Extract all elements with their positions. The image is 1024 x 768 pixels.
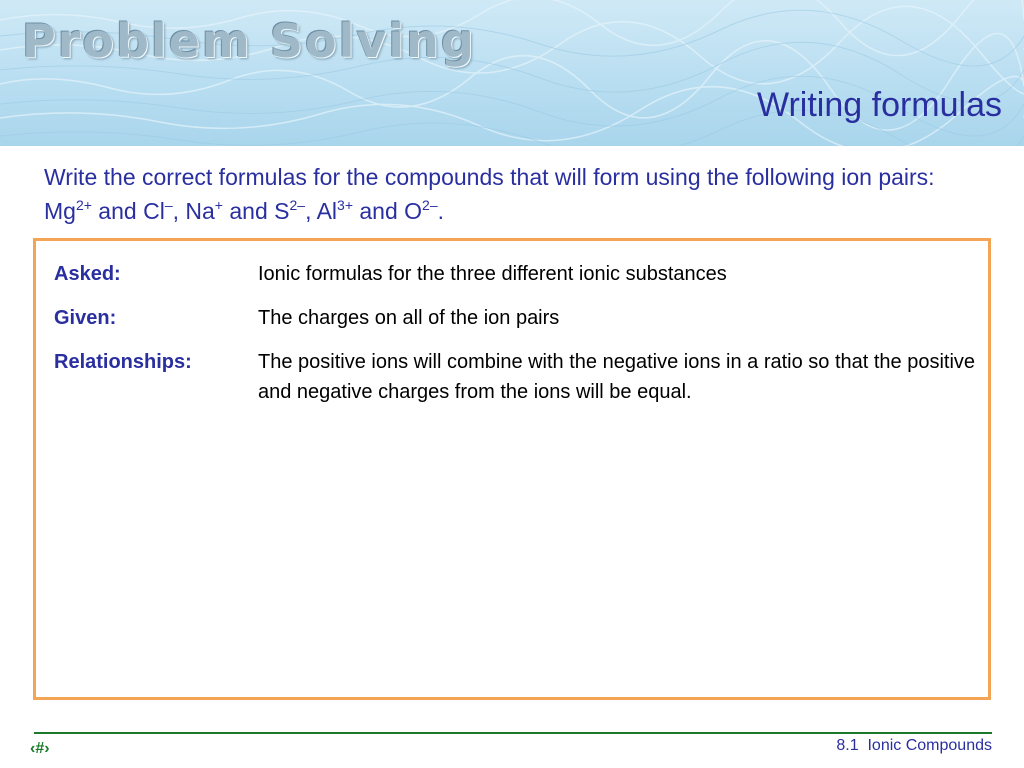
ion-charge: 3+ <box>337 197 353 213</box>
ion-separator: and <box>222 198 275 224</box>
slide-title: Writing formulas <box>757 86 1002 124</box>
ion-separator: and <box>91 198 144 224</box>
ion-separator: , <box>172 198 186 224</box>
ion-list <box>44 198 444 224</box>
relationships-label: Relationships: <box>54 351 192 373</box>
ion-symbol: S <box>274 198 290 224</box>
footer-section-label: 8.1 Ionic Compounds <box>836 737 992 754</box>
question-intro: Write the correct formulas for the compounds that will form using the following ion pairs: <box>44 164 935 190</box>
given-label: Given: <box>54 307 117 329</box>
ion-separator: . <box>437 198 445 224</box>
ion-charge: 2– <box>289 197 306 213</box>
asked-value: Ionic formulas for the three different ionic substances <box>258 263 727 285</box>
asked-label: Asked: <box>54 263 121 285</box>
ion-symbol: Na <box>185 198 215 224</box>
ion-symbol: Cl <box>143 198 165 224</box>
slide-number: ‹#› <box>30 740 50 757</box>
ion-symbol: O <box>404 198 423 224</box>
header-banner <box>0 0 1024 146</box>
footer-divider <box>34 732 992 734</box>
ion-charge: – <box>164 197 173 213</box>
relationships-value: The positive ions will combine with the negative ions in a ratio so that the positive and negative charges from the ions will be equal. <box>258 351 976 403</box>
question-text <box>44 160 984 231</box>
banner-title: Problem Solving <box>22 14 476 68</box>
ion-symbol: Mg <box>44 198 76 224</box>
ion-separator: , <box>305 198 317 224</box>
ion-separator: and <box>353 198 405 224</box>
analysis-box <box>33 238 991 700</box>
ion-charge: 2+ <box>75 197 92 213</box>
given-value: The charges on all of the ion pairs <box>258 307 560 329</box>
ion-charge: + <box>214 197 223 213</box>
ion-symbol: Al <box>316 198 338 224</box>
ion-charge: 2– <box>422 197 438 213</box>
